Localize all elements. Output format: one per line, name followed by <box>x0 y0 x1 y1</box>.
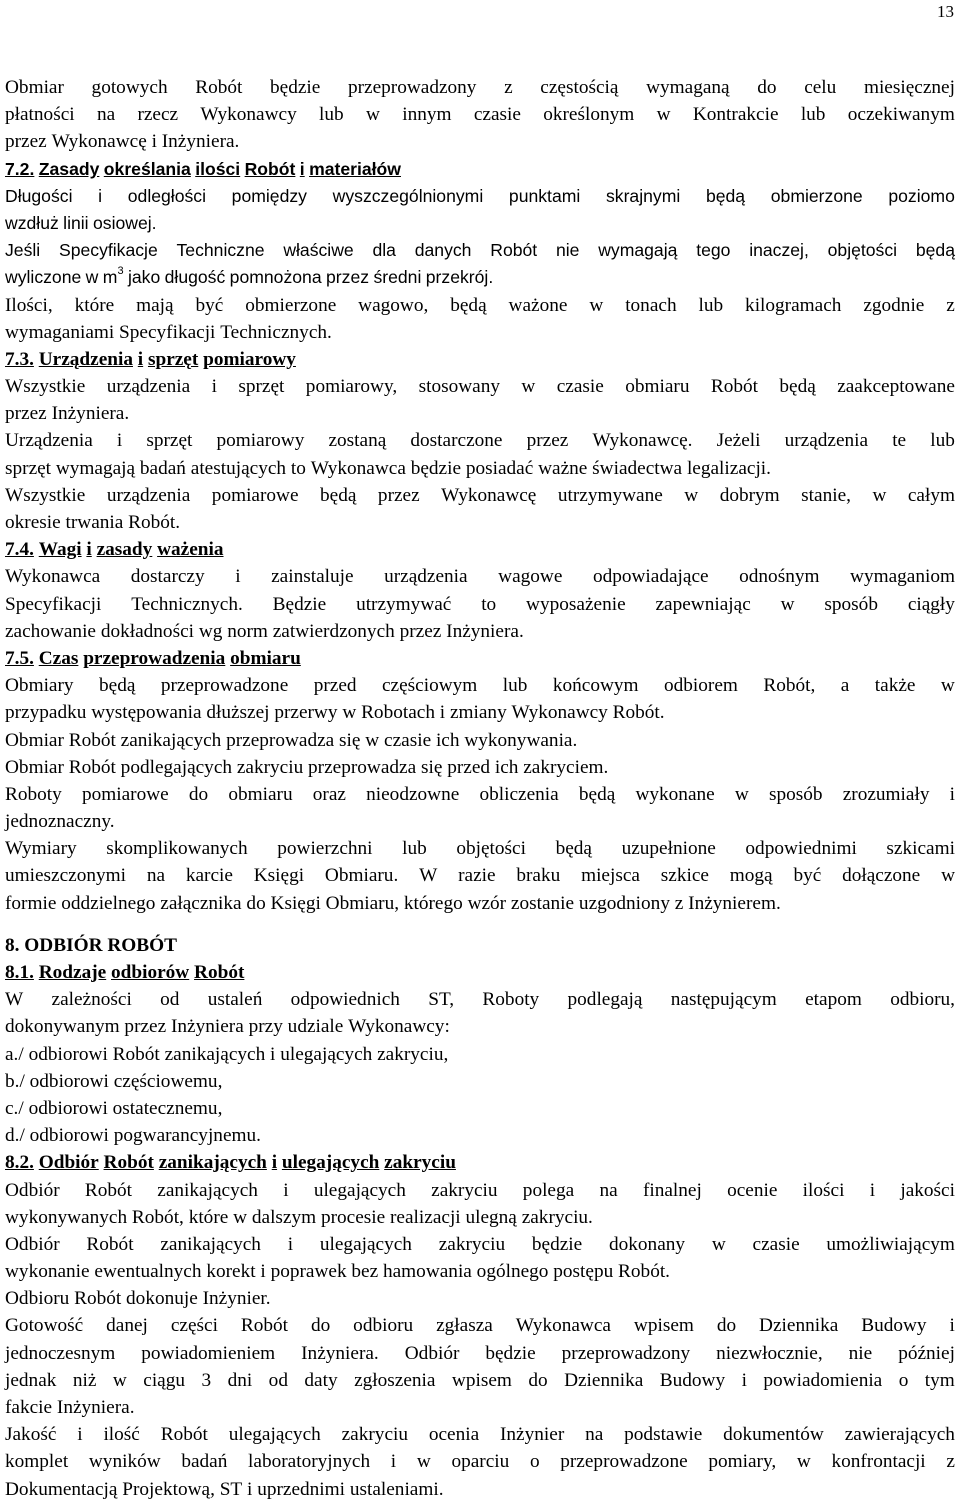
text-line: Dokumentacją Projektową, ST i uprzednimi ustaleniami. <box>5 1478 444 1500</box>
text-line: Urządzenia i sprzęt pomiarowy zostaną dostarczone przez Wykonawcę. Jeżeli urządzenia te lub <box>5 430 955 452</box>
text-line: fakcie Inżyniera. <box>5 1397 135 1418</box>
paragraph <box>5 1095 955 1122</box>
text-line: W zależności od ustaleń odpowiednich ST, Roboty podlegają następującym etapom odbioru, <box>5 989 955 1011</box>
text-line: Odbiór Robót zanikających i ulegających zakryciu polega na finalnej ocenie ilości i jakości <box>5 1179 955 1201</box>
section-heading <box>5 346 955 373</box>
section-heading <box>5 959 955 986</box>
paragraph <box>5 292 955 346</box>
section-heading <box>5 156 955 183</box>
paragraph <box>5 835 955 917</box>
text-line: dokonywanym przez Inżyniera przy udziale Wykonawcy: <box>5 1016 450 1038</box>
text-line: Obmiar Robót zanikających przeprowadza się w czasie ich wykonywania. <box>5 729 578 751</box>
paragraph <box>5 1068 955 1095</box>
text-line: Specyfikacji Technicznych. Będzie utrzymywać to wyposażenie zapewniając w sposób ciągły <box>5 593 955 615</box>
text-line: Obmiary będą przeprowadzone przed częściowym lub końcowym odbiorem Robót, a także w <box>5 675 955 697</box>
section-gap <box>5 917 955 932</box>
text-line: Długości i odległości pomiędzy wyszczególnionymi punktami skrajnymi będą obmierzone poziomo <box>5 185 955 206</box>
text-line: Roboty pomiarowe do obmiaru oraz nieodzowne obliczenia będą wykonane w sposób zrozumiały i <box>5 783 955 805</box>
paragraph <box>5 1177 955 1231</box>
text-line: 7.5. Czas przeprowadzenia obmiaru <box>5 647 301 669</box>
section-heading <box>5 536 955 563</box>
text-line: przypadku występowania dłuższej przerwy w Robotach i zmiany Wykonawcy Robót. <box>5 702 665 724</box>
text-line: płatności na rzecz Wykonawcy lub w innym czasie określonym w Kontrakcie lub oczekiwanym <box>5 104 955 126</box>
text-line: Wszystkie urządzenia pomiarowe będą przez Wykonawcę utrzymywane w dobrym stanie, w całym <box>5 484 955 506</box>
document-body <box>5 74 955 1503</box>
text-line: 7.3. Urządzenia i sprzęt pomiarowy <box>5 348 296 370</box>
paragraph <box>5 1122 955 1149</box>
text-line: Jakość i ilość Robót ulegających zakryciu ocenia Inżynier na podstawie dokumentów zawierających <box>5 1424 955 1446</box>
text-line: Odbioru Robót dokonuje Inżynier. <box>5 1288 271 1310</box>
text-line: przez Inżyniera. <box>5 403 130 425</box>
text-line: b./ odbiorowi częściowemu, <box>5 1070 223 1092</box>
paragraph <box>5 986 955 1040</box>
text-line: wykonywanych Robót, które w dalszym procesie realizacji ulegną zakryciu. <box>5 1206 593 1228</box>
text-line: Odbiór Robót zanikających i ulegających zakryciu będzie dokonany w czasie umożliwiającym <box>5 1233 955 1255</box>
text-line: Gotowość danej części Robót do odbioru zgłasza Wykonawca wpisem do Dziennika Budowy i <box>5 1315 955 1337</box>
text-line: Wymiary skomplikowanych powierzchni lub objętości będą uzupełnione odpowiednimi szkicami <box>5 838 955 860</box>
paragraph <box>5 237 955 291</box>
text-line: Ilości, które mają być obmierzone wagowo, będą ważone w tonach lub kilogramach zgodnie z <box>5 294 955 316</box>
text-line: umieszczonymi na karcie Księgi Obmiaru. W razie braku miejsca szkice mogą być dołączone w <box>5 865 955 887</box>
text-line: 8. ODBIÓR ROBÓT <box>5 934 177 956</box>
paragraph <box>5 1231 955 1285</box>
paragraph <box>5 727 955 754</box>
paragraph <box>5 183 955 237</box>
section-heading <box>5 645 955 672</box>
paragraph <box>5 1041 955 1068</box>
text-line: 8.2. Odbiór Robót zanikających i ulegających zakryciu <box>5 1152 456 1174</box>
paragraph <box>5 1421 955 1503</box>
text-line: a./ odbiorowi Robót zanikających i ulegających zakryciu, <box>5 1043 449 1065</box>
paragraph <box>5 672 955 726</box>
text-line: wzdłuż linii osiowej. <box>5 212 157 233</box>
text-line: jednoczesnym powiadomieniem Inżyniera. Odbiór będzie przeprowadzony niezwłocznie, nie później <box>5 1342 955 1364</box>
text-line: przez Wykonawcę i Inżyniera. <box>5 131 240 153</box>
paragraph <box>5 781 955 835</box>
text-line: jednoznaczny. <box>5 811 115 833</box>
page-number: 13 <box>937 2 954 21</box>
text-line: Obmiar Robót podlegających zakryciu przeprowadza się przed ich zakryciem. <box>5 756 609 778</box>
text-line: jednak niż w ciągu 3 dni od daty zgłoszenia wpisem do Dziennika Budowy i powiadomienia o tym <box>5 1369 955 1391</box>
text-line: 7.4. Wagi i zasady ważenia <box>5 539 224 561</box>
text-line: komplet wyników badań laboratoryjnych i w oparciu o przeprowadzone pomiary, w konfrontacji z <box>5 1451 955 1473</box>
text-line: 8.1. Rodzaje odbiorów Robót <box>5 962 245 983</box>
paragraph <box>5 74 955 156</box>
paragraph <box>5 482 955 536</box>
paragraph <box>5 1312 955 1421</box>
paragraph <box>5 563 955 645</box>
text-line: wyliczone w $m^3$ jako długość pomnożona przez średni przekrój. <box>5 265 494 288</box>
text-line: wykonanie ewentualnych korekt i poprawek bez hamowania ogólnego postępu Robót. <box>5 1261 671 1283</box>
text-line: Wykonawca dostarczy i zainstaluje urządzenia wagowe odpowiadające odnośnym wymaganiom <box>5 566 955 588</box>
paragraph <box>5 1285 955 1312</box>
paragraph <box>5 373 955 427</box>
text-line: wymaganiami Specyfikacji Technicznych. <box>5 321 332 343</box>
text-line: d./ odbiorowi pogwarancyjnemu. <box>5 1125 261 1147</box>
text-line: Wszystkie urządzenia i sprzęt pomiarowy, stosowany w czasie obmiaru Robót będą zaakceptowane <box>5 376 955 398</box>
text-line: okresie trwania Robót. <box>5 512 181 533</box>
text-line: Jeśli Specyfikacje Techniczne właściwe dla danych Robót nie wymagają tego inaczej, objętości będą <box>5 240 955 261</box>
text-line: 7.2. Zasady określania ilości Robót i materiałów <box>5 158 401 179</box>
text-line: formie oddzielnego załącznika do Księgi Obmiaru, którego wzór zostanie uzgodniony z Inżynierem. <box>5 892 781 914</box>
section-heading <box>5 932 955 959</box>
text-line: zachowanie dokładności wg norm zatwierdzonych przez Inżyniera. <box>5 620 524 642</box>
text-line: c./ odbiorowi ostatecznemu, <box>5 1097 223 1119</box>
paragraph <box>5 427 955 481</box>
text-line: Obmiar gotowych Robót będzie przeprowadzony z częstością wymaganą do celu miesięcznej <box>5 77 955 98</box>
text-line: sprzęt wymagają badań atestujących to Wykonawca będzie posiadać ważne świadectwa legalizacji. <box>5 457 771 479</box>
paragraph <box>5 754 955 781</box>
section-heading <box>5 1149 955 1176</box>
